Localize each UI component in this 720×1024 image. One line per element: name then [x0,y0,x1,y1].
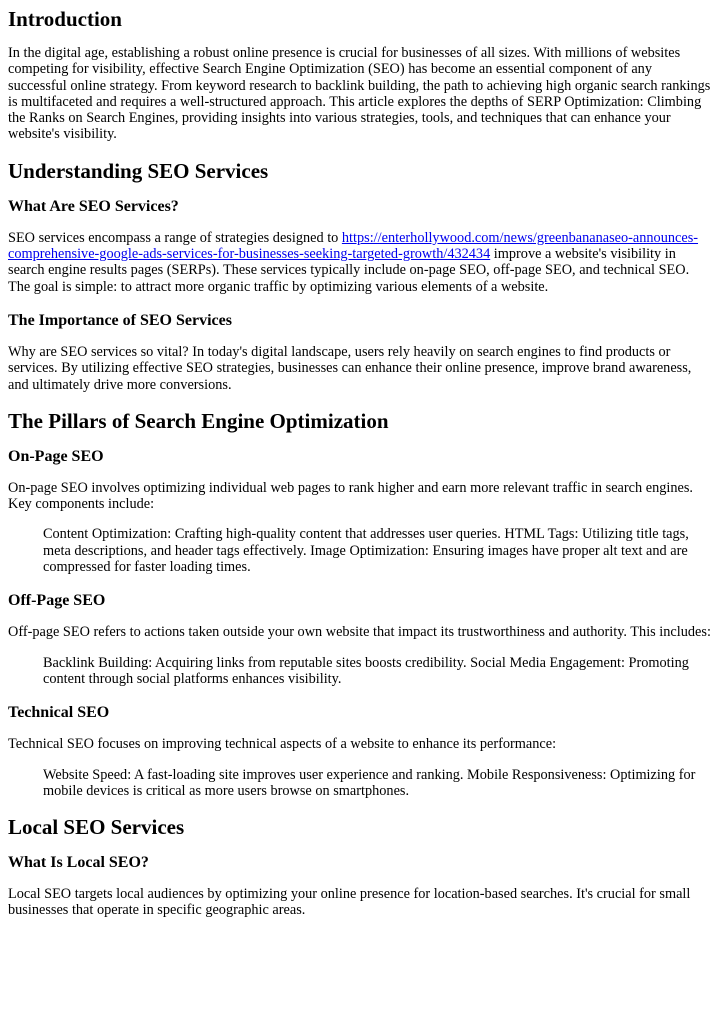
technical-paragraph: Technical SEO focuses on improving technical aspects of a website to enhance its performance: [8,736,557,753]
offpage-quote: Backlink Building: Acquiring links from reputable sites boosts credibility. Social Media Engagement: Promoting content through social platforms enhances visibility. [43,654,689,687]
paragraph-text: improve a website's visibility in search engine results pages (SERPs). These services typically include on-page SEO, off-page SEO, and technical SEO. The goal is simple: to attract more organic traffic by optimizing various elements of a website. [8,246,690,295]
onpage-paragraph: On-page SEO involves optimizing individual web pages to rank higher and earn more relevant traffic in search engines. Key components include: [8,479,693,513]
pillars-heading: The Pillars of Search Engine Optimization [8,408,389,433]
local-what-is-heading: What Is Local SEO? [8,854,149,872]
importance-heading: The Importance of SEO Services [8,311,232,329]
local-heading: Local SEO Services [8,815,185,840]
technical-quote: Website Speed: A fast-loading site improves user experience and ranking. Mobile Responsiveness: Optimizing for mobile devices is critical as more users browse on smartphones. [43,766,696,799]
onpage-quote: Content Optimization: Crafting high-quality content that addresses user queries. HTML Tags: Utilizing title tags, meta descriptions, and header tags effectively. Image Optimization: Ensuring images have proper alt text and are compressed for faster loading times. [43,526,689,576]
intro-heading: Introduction [8,7,122,31]
importance-paragraph: Why are SEO services so vital? In today's digital landscape, users rely heavily on search engines to find products or services. By utilizing effective SEO strategies, businesses can enhance their online presence, improve brand awareness, and ultimately drive more conversions. [8,343,692,393]
article [0,7,720,919]
intro-paragraph: In the digital age, establishing a robust online presence is crucial for businesses of all sizes. With millions of websites competing for visibility, effective Search Engine Optimization (SEO) has become an essential component of any successful online strategy. From keyword research to backlink building, the path to achieving high organic search rankings is multifaceted and requires a well-structured approach. This article explores the depths of SERP Optimization: Climbing the Ranks on Search Engines, providing insights into various strategies, tools, and techniques that can enhance your website's visibility. [8,45,711,143]
understanding-heading: Understanding SEO Services [8,158,269,183]
article-link[interactable]: https://enterhollywood.com/news/greenbananaseo-announces-comprehensive-google-ads-services-for-businesses-seeking-targeted-growth/432434 [8,229,699,263]
what-are-seo-heading: What Are SEO Services? [8,197,179,215]
onpage-heading: On-Page SEO [8,447,104,465]
what-are-seo-paragraph [8,230,712,295]
offpage-paragraph: Off-page SEO refers to actions taken outside your own website that impact its trustworthiness and authority. This includes: [8,624,711,641]
technical-heading: Technical SEO [8,704,110,722]
local-paragraph: Local SEO targets local audiences by optimizing your online presence for location-based searches. It's crucial for small businesses that operate in specific geographic areas. [8,886,691,919]
offpage-heading: Off-Page SEO [8,592,106,610]
paragraph-text: SEO services encompass a range of strategies designed to [8,229,342,246]
